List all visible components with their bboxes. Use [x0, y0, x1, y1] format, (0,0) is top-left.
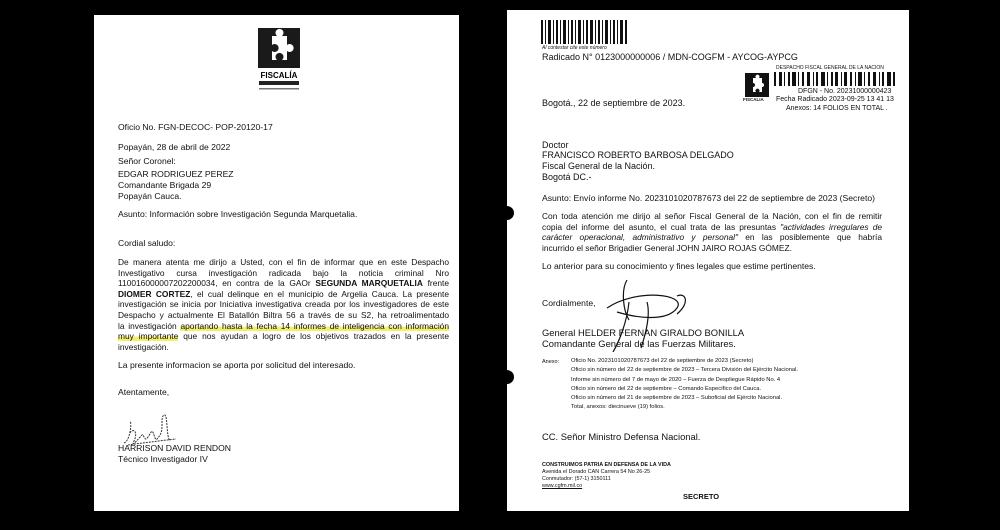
letter-military — [507, 10, 909, 511]
paragraph-line — [542, 232, 882, 243]
text-segment: Investigativo cursa investigación radicada bajo la noticia criminal Nro — [118, 267, 449, 278]
recipient-location: Bogotá DC.- — [542, 172, 592, 182]
recipient-role: Fiscal General de la Nación. — [542, 161, 656, 171]
text-segment: investigación. — [118, 341, 169, 352]
annex-item: Total, anexos: diecinueve (19) folios. — [571, 404, 665, 411]
subject-line: Asunto: Información sobre Investigación Segunda Marquetalia. — [118, 209, 358, 219]
paragraph-line — [118, 310, 449, 321]
text-segment: , el cual delinque en el municipio de Argelia Cauca. La presente — [190, 288, 449, 299]
recipient-location: Popayán Cauca. — [118, 191, 182, 201]
paragraph-line — [118, 342, 449, 353]
fiscalia-logo — [256, 28, 302, 98]
annex-item: Oficio sin número del 21 de septiembre de 2023 – Suboficial del Ejército Nacional. — [571, 395, 783, 402]
recipient-salutation: Doctor — [542, 140, 569, 150]
paragraph-line — [118, 289, 449, 300]
text-segment: en las posiblemente que habría — [737, 232, 882, 243]
svg-text:FISCALÍA: FISCALÍA — [260, 71, 298, 80]
text-segment: investigación se inicia por Iniciativa investigativa creada por los investigadores de este — [118, 299, 449, 310]
carbon-copy: CC. Señor Ministro Defensa Nacional. — [542, 431, 701, 442]
barcode-icon — [774, 72, 896, 86]
recipient-role: Comandante Brigada 29 — [118, 180, 212, 190]
highlighted-text: muy importante — [118, 331, 179, 342]
text-segment: copia del informe del asunto, el cual trata de las presuntas — [542, 221, 781, 232]
filing-stamp — [740, 65, 900, 117]
closing-note: La presente informacion se aporta por solicitud del interesado. — [118, 360, 356, 370]
annex-item: Informe sin número del 7 de mayo de 2020 – Fuerza de Despliegue Rápido No. 4 — [571, 376, 781, 383]
annex-item: Oficio sin número del 22 de septiembre – Comando Específico del Cauca. — [571, 385, 762, 392]
annex-item: Oficio sin número del 22 de septiembre de 2023 – Tercera División del Ejército Nacional. — [571, 367, 799, 374]
paragraph-line — [118, 331, 449, 342]
text-segment: carácter operacional, administrativo y personal" — [542, 232, 738, 243]
closing-note: Lo anterior para su conocimiento y fines legales que estime pertinentes. — [542, 261, 816, 271]
letter-date: Popayán, 28 de abril de 2022 — [118, 142, 231, 152]
annex-item: Oficio No. 2023101020787673 del 22 de septiembre de 2023 (Secreto) — [571, 358, 754, 364]
stamp-annexes: Anexos: 14 FOLIOS EN TOTAL . — [786, 105, 888, 112]
barcode-caption: Al contestar cite este número — [542, 45, 607, 51]
highlighted-text: aportando hasta la fecha 14 informes de inteligencia con información — [180, 320, 449, 331]
text-segment: frente — [422, 278, 449, 289]
signer-name: General HELDER FERNAN GIRALDO BONILLA — [542, 327, 745, 338]
barcode-icon — [541, 20, 629, 44]
classification-label: SECRETO — [683, 492, 720, 501]
paragraph-line — [542, 222, 882, 233]
stamp-office: DESPACHO FISCAL GENERAL DE LA NACION — [776, 65, 884, 71]
paragraph-line — [542, 211, 882, 222]
subject-line: Asunto: Envío informe No. 2023101020787673 del 22 de septiembre de 2023 (Secreto) — [542, 193, 875, 203]
text-segment: que nos ayudan a logro de los objetivos trazados en la presente — [178, 331, 449, 342]
annex-list — [571, 357, 798, 413]
text-segment: 110016000007202200034, en contra de la GAOr — [118, 278, 316, 289]
paragraph-line — [118, 257, 449, 268]
recipient-name: EDGAR RODRIGUEZ PEREZ — [118, 169, 234, 179]
closing: Cordialmente, — [542, 298, 596, 308]
paragraph-line — [542, 243, 882, 254]
stamp-logo-text: FISCALIA — [743, 97, 764, 102]
punch-hole — [500, 370, 514, 384]
closing: Atentamente, — [118, 387, 170, 397]
recipient-name: FRANCISCO ROBERTO BARBOSA DELGADO — [542, 150, 734, 160]
stamp-number: DFGN - No. 20231000000423 — [798, 88, 892, 95]
salutation-title: Señor Coronel: — [118, 156, 176, 166]
text-segment: SEGUNDA MARQUETALIA — [315, 278, 423, 289]
reference-number: Oficio No. FGN-DECOC- POP-20120-17 — [118, 122, 273, 132]
paragraph-line — [118, 278, 449, 289]
signer-name: HARRISON DAVID RENDON — [118, 443, 232, 453]
paragraph-line — [118, 299, 449, 310]
text-segment: De manera atenta me dirijo a Usted, con el fin de informar que en este Despacho — [118, 257, 449, 267]
punch-hole — [500, 206, 514, 220]
greeting: Cordial saludo: — [118, 238, 176, 248]
letter-date: Bogotá., 22 de septiembre de 2023. — [542, 98, 686, 108]
text-segment: la investigación — [118, 320, 181, 331]
text-segment: DIOMER CORTEZ — [118, 288, 191, 299]
text-segment: Con toda atención me dirijo al señor Fiscal General de la Nación, con el fin de remitir — [542, 211, 882, 221]
text-segment: Despacho y actualmente El Batallón Biltra 56 a través de su S2, ha retroalimentado — [118, 309, 449, 320]
paragraph-line — [118, 268, 449, 279]
footer-website[interactable]: www.cgfm.mil.co — [542, 483, 583, 489]
footer-address: Avenida el Dorado CAN Carrera 54 No 26-25 — [542, 469, 651, 475]
letter-fiscalia — [94, 15, 459, 511]
stamp-date: Fecha Radicado 2023-09-25 13 41 13 — [776, 96, 894, 103]
text-segment: "actividades irregulares de — [780, 221, 883, 232]
signer-title: Técnico Investigador IV — [118, 454, 208, 464]
paragraph-line — [118, 321, 449, 332]
body-paragraph — [542, 211, 882, 253]
annex-label: Anexo: — [542, 359, 560, 365]
footer-motto: CONSTRUIMOS PATRIA EN DEFENSA DE LA VIDA — [542, 462, 671, 468]
text-segment: incurrido el señor Brigadier General JOHN JAIRO ROJAS GÓMEZ. — [542, 242, 792, 253]
body-paragraph — [118, 257, 449, 352]
footer-phone: Conmutador: (57-1) 3150111 — [542, 476, 611, 482]
reference-number: Radicado N° 0123000000006 / MDN-COGFM - AYCOG-AYPCG — [542, 52, 798, 62]
signer-title: Comandante General de las Fuerzas Militares. — [542, 338, 736, 349]
